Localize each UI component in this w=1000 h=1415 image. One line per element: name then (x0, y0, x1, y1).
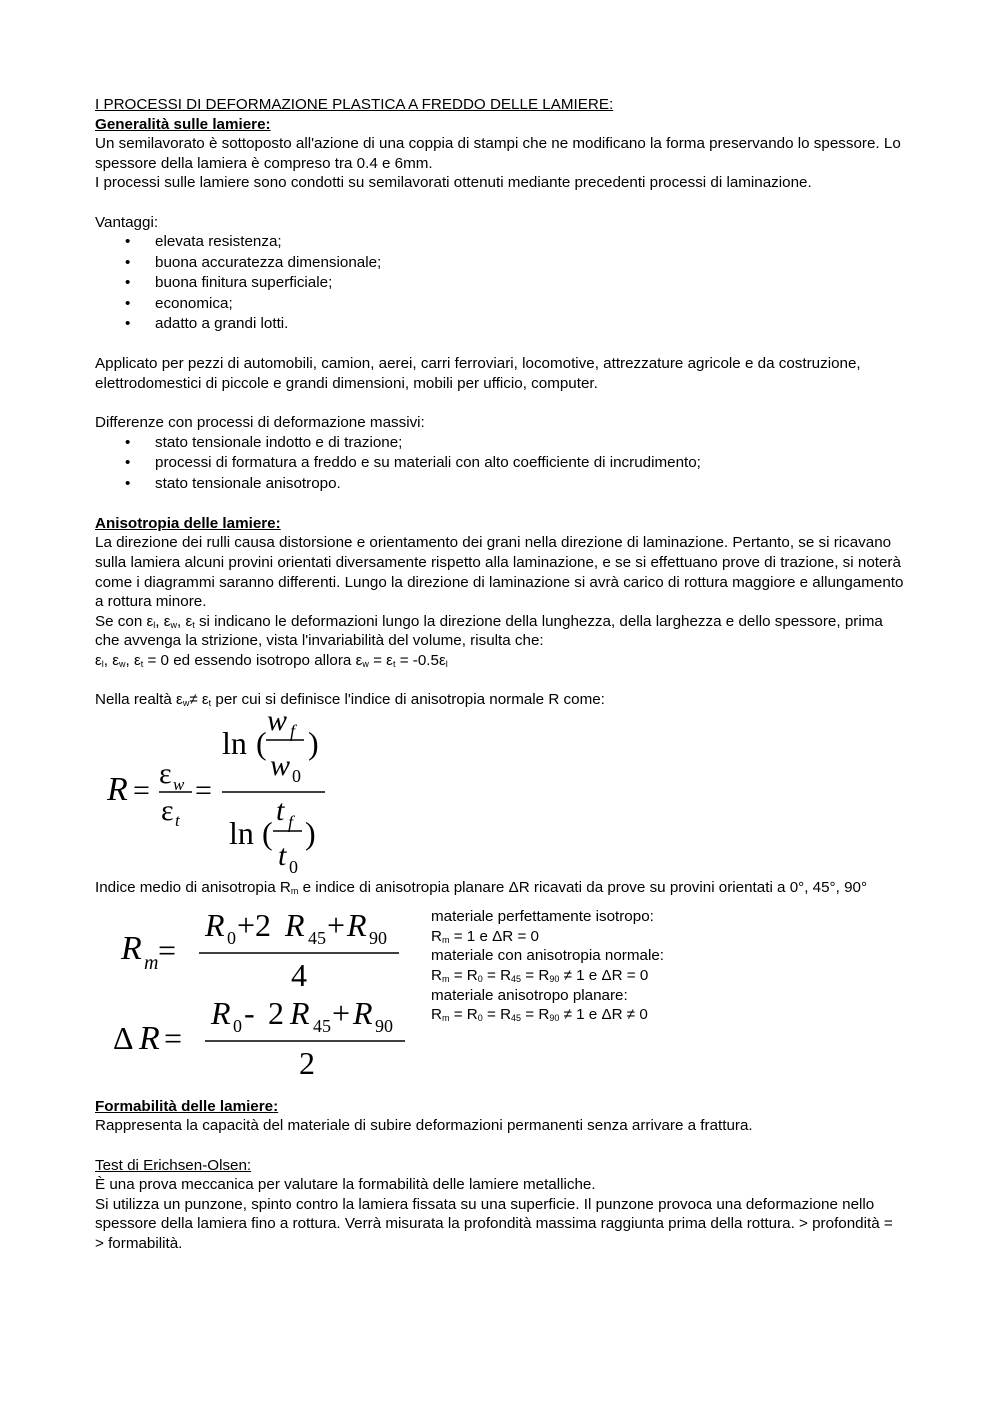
list-item: • stato tensionale anisotropo. (95, 474, 905, 495)
svg-text:ln: ln (222, 724, 247, 761)
document-title: I PROCESSI DI DEFORMAZIONE PLASTICA A FREDDO DELLE LAMIERE: (95, 96, 614, 113)
svg-text:f: f (288, 811, 294, 832)
list-item: • buona finitura superficiale; (95, 273, 905, 294)
svg-text:45: 45 (308, 928, 326, 949)
bullet-icon: • (125, 454, 131, 472)
differenze-label: Differenze con processi di deformazione massivi: (95, 414, 425, 432)
svg-text:R: R (211, 995, 231, 1032)
formula-r (107, 710, 367, 878)
bullet-icon: • (125, 315, 131, 333)
bullet-icon: • (125, 253, 131, 271)
paragraph: Se con $\varepsilon_l$, $\varepsilon_w$, $\varepsilon_t$ si indicano le deformazioni lungo la direzione della lunghezza, della larghezza e dello spessore, prima che avvenga la strizione, vista l'invariabilità del volume, risulta che: (95, 612, 883, 650)
svg-text:w: w (270, 748, 291, 782)
paragraph: Un semilavorato è sottoposto all'azione di una coppia di stampi che ne modificano la forma preservando lo spessore. Lo spessore della lamiera è compreso tra 0.4 e 6mm. (95, 135, 901, 172)
svg-text:90: 90 (375, 1016, 393, 1037)
svg-text:R: R (139, 1020, 160, 1058)
paragraph: Rappresenta la capacità del materiale di subire deformazioni permanenti senza arrivare a frattura. (95, 1117, 753, 1135)
svg-text:(: ( (262, 814, 273, 851)
svg-text:t: t (278, 838, 287, 872)
list-item: • stato tensionale indotto e di trazione; (95, 433, 905, 454)
svg-text:2: 2 (299, 1045, 315, 1078)
condition-equation: $R_m = R_0 = R_{45} = R_{90} \ne 1$ e ΔR ≠ 0 (431, 1006, 648, 1024)
svg-text:): ) (308, 724, 319, 761)
list-item: • processi di formatura a freddo e su materiali con alto coefficiente di incrudimento; (95, 453, 905, 474)
paragraph: Si utilizza un punzone, spinto contro la lamiera fissata su una superficie. Il punzone provoca una deformazione nello spessore della lamiera fino a rottura. Verrà misurata la profondità massima raggiunta prima della rottura. > profondità = > formabilità. (95, 1195, 893, 1252)
svg-text:=: = (158, 932, 177, 969)
bullet-icon: • (125, 233, 131, 251)
paragraph: Indice medio di anisotropia $R_m$ e indice di anisotropia planare ΔR ricavati da prove su provini orientati a 0°, 45°, 90° (95, 878, 868, 896)
svg-text:-: - (244, 995, 255, 1032)
subsection-heading-erichsen: Test di Erichsen-Olsen: (95, 1156, 252, 1174)
vantaggi-list (95, 232, 905, 335)
list-item: • buona accuratezza dimensionale; (95, 253, 905, 274)
svg-text:R: R (290, 995, 310, 1032)
formula-block (95, 897, 905, 1077)
svg-text:ε: ε (159, 756, 172, 790)
paragraph: La direzione dei rulli causa distorsione e orientamento dei grani nella direzione di laminazione. Pertanto, se si ricavano sulla lamiera alcuni provini orientati diversamente rispetto alla laminazione, e se si effettuano prove di trazione, si noterà come i diagrammi saranno differenti. Lungo la direzione di laminazione si avrà carico di rottura maggiore e allungamento a rottura minore. (95, 534, 904, 611)
svg-text:w: w (267, 709, 288, 737)
svg-text:w: w (173, 774, 185, 794)
svg-text:0: 0 (292, 765, 301, 786)
svg-text:0: 0 (289, 856, 298, 877)
svg-text:ε: ε (161, 793, 174, 827)
svg-text:R: R (353, 995, 373, 1032)
svg-text:+: + (332, 995, 351, 1032)
svg-text:=: = (164, 1020, 183, 1057)
anisotropy-conditions (431, 897, 664, 1077)
bullet-icon: • (125, 274, 131, 292)
paragraph: È una prova meccanica per valutare la formabilità delle lamiere metalliche. (95, 1176, 596, 1194)
svg-text:R: R (121, 930, 142, 968)
condition-label: materiale anisotropo planare: (431, 986, 628, 1004)
svg-text:+2: +2 (237, 907, 272, 944)
bullet-icon: • (125, 294, 131, 312)
svg-text:R: R (205, 907, 225, 944)
svg-text:0: 0 (227, 928, 236, 949)
svg-text:): ) (305, 814, 316, 851)
svg-text:ln: ln (229, 814, 254, 851)
paragraph: Applicato per pezzi di automobili, camion, aerei, carri ferroviari, locomotive, attrezzature agricole e da costruzione, elettrodomestici di piccole e grandi dimensioni, mobili per ufficio, computer. (95, 355, 861, 392)
svg-text:f: f (290, 720, 296, 741)
bullet-icon: • (125, 474, 131, 492)
condition-label: materiale con anisotropia normale: (431, 947, 664, 965)
svg-text:45: 45 (313, 1016, 331, 1037)
document-page (95, 95, 905, 1254)
svg-text:R: R (347, 907, 367, 944)
paragraph: I processi sulle lamiere sono condotti su semilavorati ottenuti mediante precedenti processi di laminazione. (95, 174, 812, 192)
section-heading-anisotropia: Anisotropia delle lamiere: (95, 514, 281, 532)
svg-text:Δ: Δ (113, 1020, 134, 1057)
svg-text:+: + (327, 907, 346, 944)
svg-text:=: = (195, 773, 212, 807)
list-item: • adatto a grandi lotti. (95, 314, 905, 335)
formula-rm-dr (113, 897, 431, 1077)
list-item: • economica; (95, 294, 905, 315)
paragraph: Nella realtà $\varepsilon_w\ne \varepsilon_t$ per cui si definisce l'indice di anisotropia normale R come: (95, 691, 605, 709)
svg-text:R: R (107, 770, 128, 808)
condition-label: materiale perfettamente isotropo: (431, 908, 654, 926)
svg-text:90: 90 (369, 928, 387, 949)
vantaggi-label: Vantaggi: (95, 213, 159, 231)
paragraph: $\varepsilon_l$, $\varepsilon_w$, $\varepsilon_t = 0$ ed essendo isotropo allora $\varepsilon_w = \varepsilon_t = -0.5\varepsilon_l$ (95, 651, 448, 669)
section-heading-generalita: Generalità sulle lamiere: (95, 115, 271, 133)
svg-text:t: t (276, 793, 285, 827)
svg-text:m: m (144, 952, 159, 975)
bullet-icon: • (125, 433, 131, 451)
condition-equation: $R_m = R_0 = R_{45} = R_{90} \ne 1$ e ΔR = 0 (431, 967, 649, 985)
svg-text:R: R (285, 907, 305, 944)
condition-equation: $R_m = 1$ e ΔR = 0 (431, 927, 539, 945)
svg-text:0: 0 (233, 1016, 242, 1037)
svg-text:2: 2 (268, 995, 284, 1032)
list-item: • elevata resistenza; (95, 232, 905, 253)
svg-text:=: = (133, 773, 150, 807)
svg-text:4: 4 (291, 957, 307, 994)
svg-text:t: t (175, 810, 180, 830)
svg-text:(: ( (256, 724, 267, 761)
section-heading-formabilita: Formabilità delle lamiere: (95, 1097, 279, 1115)
differenze-list (95, 433, 905, 495)
